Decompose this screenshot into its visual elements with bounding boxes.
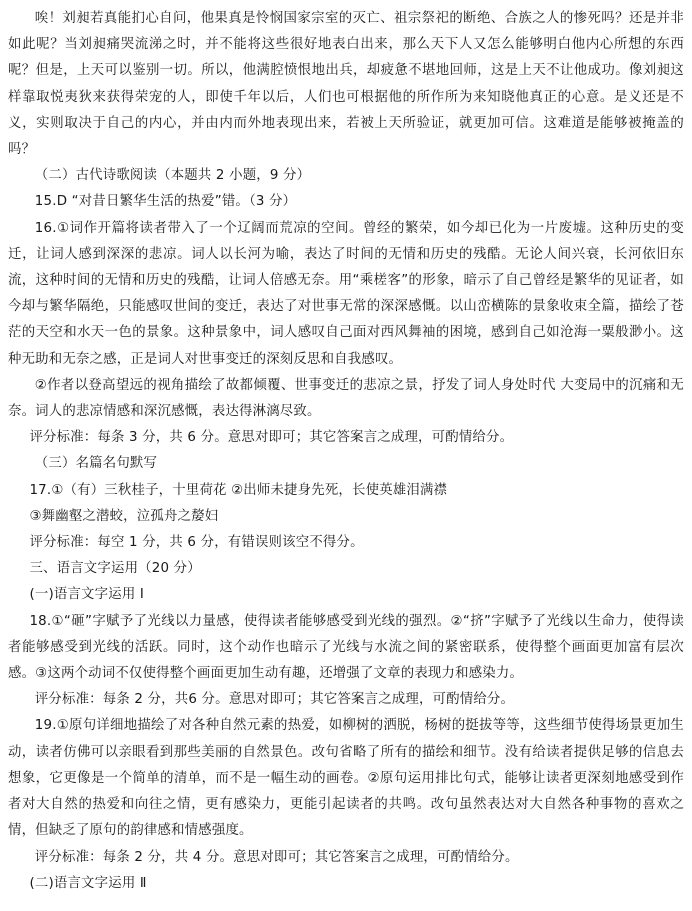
answer-16-part1: 16.①词作开篇将读者带入了一个辽阔而荒凉的空间。曾经的繁荣，如今却已化为一片废墟。这种历史的变迁，让词人感到深深的悲凉。词人以长河为喻，表达了时间的无情和历史的残酷。无论人间兴衰，长河依旧东流，这种时间的无情和历史的残酷，让词人倍感无奈。用“乘槎客”的形象，暗示了自己曾经是繁华的见证者，如今却与繁华隔绝，只能感叹世间的变迁，表达了对世事无常的深深感慨。以山峦横陈的景象收束全篇，描绘了苍茫的天空和水天一色的景象。这种景象中，词人感叹自己面对西风舞袖的困境，感到自己如沧海一粟般渺小。这种无助和无奈之感，正是词人对世事变迁的深刻反思和自我感叹。 bbox=[8, 220, 684, 367]
scoring-19: 评分标准：每条 2 分，共 4 分。意思对即可；其它答案言之成理，可酌情给分。 bbox=[34, 849, 519, 865]
scoring-16: 评分标准：每条 3 分，共 6 分。意思对即可；其它答案言之成理，可酌情给分。 bbox=[29, 430, 514, 446]
subsection-heading-language-2: (二)语言文字运用 Ⅱ bbox=[29, 875, 147, 891]
answer-18: 18.①“砸”字赋予了光线以力量感，使得读者能够感受到光线的强烈。②“挤”字赋予了光线以生命力，使得读者能够感受到光线的活跃。同时，这个动作也暗示了光线与水流之间的紧密联系，使得整个画面更加富有层次感。③这两个动词不仅使得整个画面更加生动有趣，还增强了文章的表现力和感染力。 bbox=[8, 613, 684, 682]
subsection-heading-language-1: (一)语言文字运用 Ⅰ bbox=[29, 587, 145, 603]
answer-19: 19.①原句详细地描绘了对各种自然元素的热爱，如柳树的洒脱，杨树的挺拔等等，这些细节使得场景更加生动，读者仿佛可以亲眼看到那些美丽的自然景色。改句省略了所有的描绘和细节。没有给读者提供足够的信息去想象，它更像是一个简单的清单，而不是一幅生动的画卷。②原句运用排比句式，能够让读者更深刻地感受到作者对大自然的热爱和向往之情，更有感染力，更能引起读者的共鸣。改句虽然表达对大自然各种事物的喜欢之情，但缺乏了原句的韵律感和情感强度。 bbox=[8, 718, 684, 839]
section-heading-language: 三、语言文字运用（20 分） bbox=[29, 561, 201, 577]
answer-17-line2: ③舞幽壑之潜蛟，泣孤舟之嫠妇 bbox=[29, 508, 219, 524]
answer-16-part2: ②作者以登高望远的视角描绘了故都倾覆、世事变迁的悲凉之景，抒发了词人身处时代 大变局中的沉痛和无奈。词人的悲凉情感和深沉感慨，表达得淋漓尽致。 bbox=[8, 377, 684, 420]
section-heading-recitation: （三）名篇名句默写 bbox=[34, 456, 158, 472]
answer-17-line1: 17.①（有）三秋桂子，十里荷花 ②出师未捷身先死，长使英雄泪满襟 bbox=[29, 482, 448, 498]
scoring-17: 评分标准：每空 1 分，共 6 分，有错误则该空不得分。 bbox=[29, 535, 364, 551]
translation-paragraph: 唉！刘昶若真能扪心自问，他果真是怜悯国家宗室的灭亡、祖宗祭祀的断绝、合族之人的惨死吗？还是并非如此呢？当刘昶痛哭流涕之时，并不能将这些很好地表白出来，那么天下人又怎么能够明白他内心所想的东西呢？但是，上天可以鉴别一切。所以，他满腔愤恨地出兵，却疲惫不堪地回师，这是上天不让他成功。像刘昶这样靠取悦夷狄来获得荣宠的人，即使千年以后，人们也可根据他的所作所为来知晓他真正的心意。是义还是不义，实则取决于自己的内心，并由内而外地表现出来，若被上天所验证，就更加可信。这难道是能够被掩盖的吗？ bbox=[8, 11, 684, 158]
scoring-18: 评分标准：每条 2 分，共6 分。意思对即可；其它答案言之成理，可酌情给分。 bbox=[34, 692, 515, 708]
answer-15: 15.D “对昔日繁华生活的热爱”错。（3 分） bbox=[34, 194, 297, 210]
section-heading-poetry: （二）古代诗歌阅读（本题共 2 小题，9 分） bbox=[34, 168, 311, 184]
